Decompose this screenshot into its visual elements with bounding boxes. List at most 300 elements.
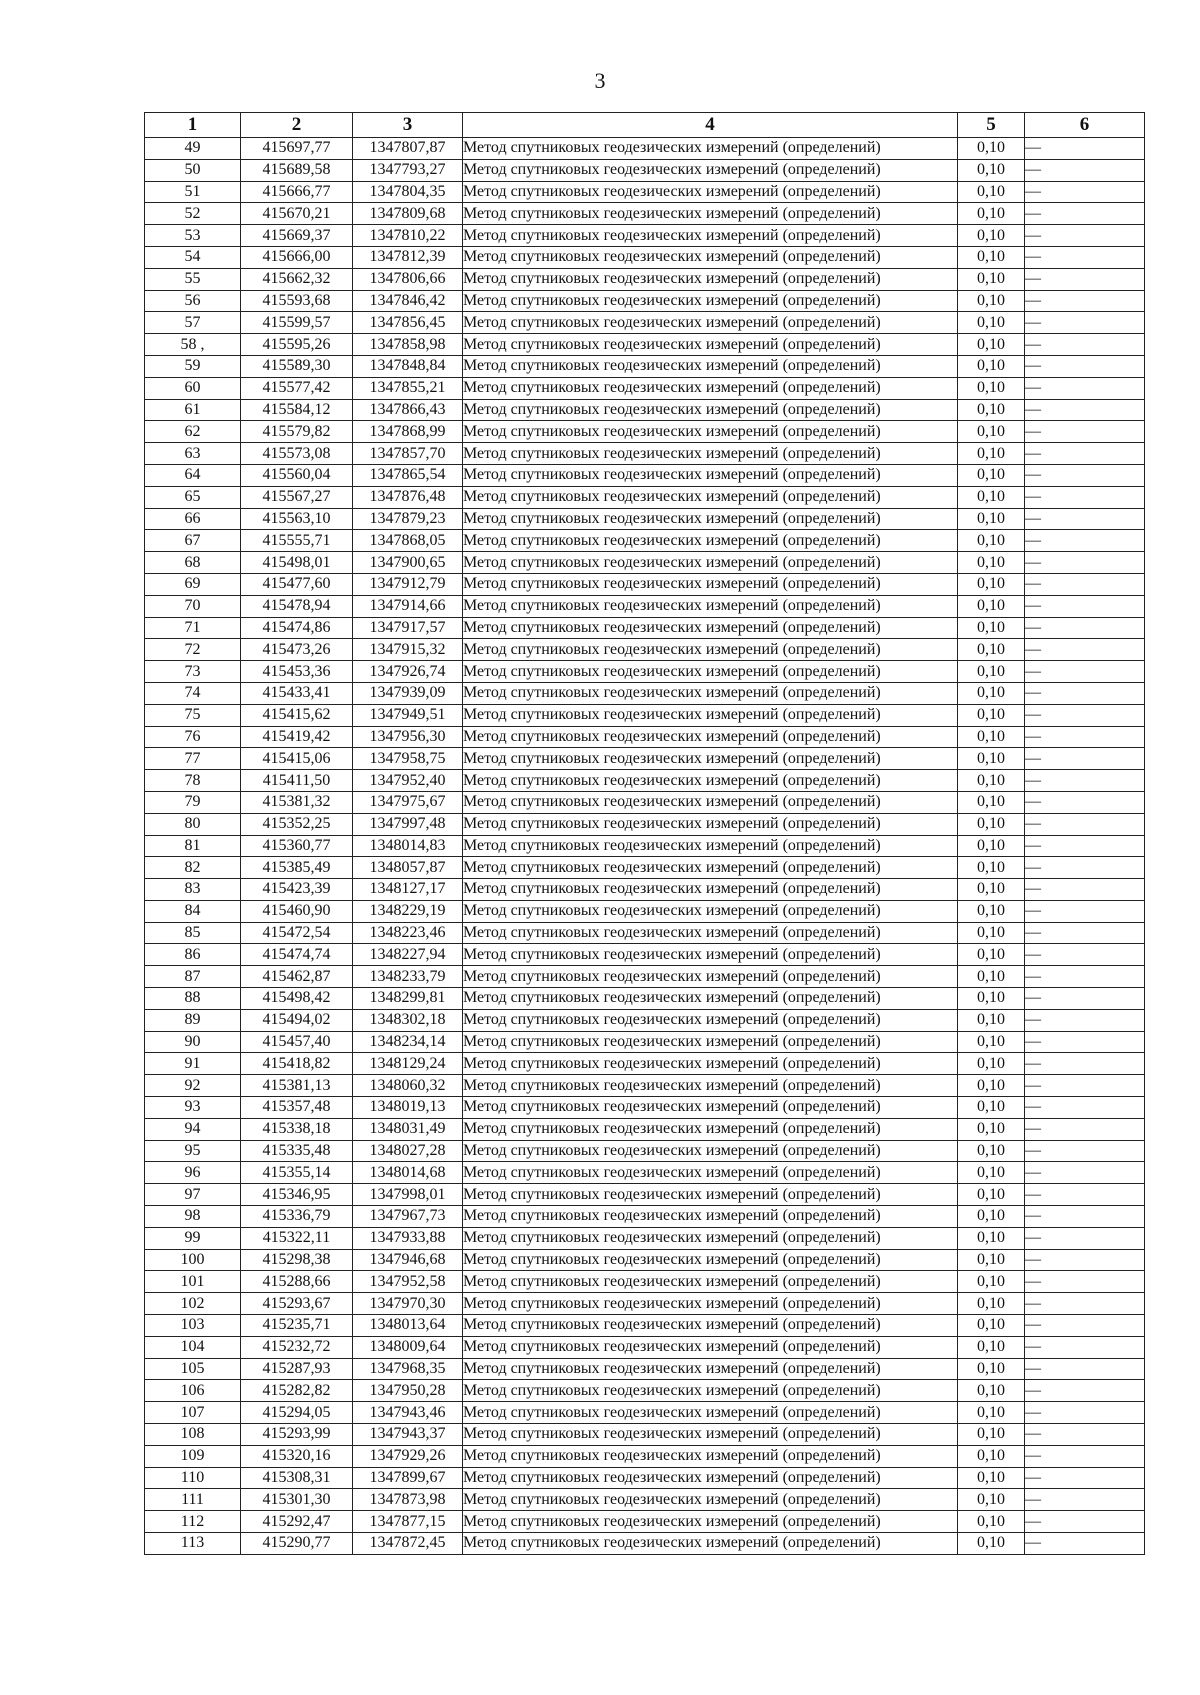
point-number-cell: 50 [145, 159, 241, 181]
y-coordinate-cell: 1348019,13 [353, 1097, 463, 1119]
table-row [145, 159, 1145, 181]
note-cell: — [1025, 203, 1145, 225]
x-coordinate-cell: 415287,93 [241, 1358, 353, 1380]
note-cell: — [1025, 879, 1145, 901]
point-number-cell: 61 [145, 399, 241, 421]
note-cell: — [1025, 268, 1145, 290]
header-col-2: 2 [241, 113, 353, 138]
y-coordinate-cell: 1347879,23 [353, 508, 463, 530]
accuracy-cell: 0,10 [958, 443, 1025, 465]
accuracy-cell: 0,10 [958, 1140, 1025, 1162]
method-cell: Метод спутниковых геодезических измерений (определений) [463, 1075, 958, 1097]
accuracy-cell: 0,10 [958, 879, 1025, 901]
accuracy-cell: 0,10 [958, 944, 1025, 966]
x-coordinate-cell: 415293,67 [241, 1293, 353, 1315]
note-cell: — [1025, 1271, 1145, 1293]
point-number-cell: 68 [145, 552, 241, 574]
accuracy-cell: 0,10 [958, 900, 1025, 922]
table-row [145, 1031, 1145, 1053]
note-cell: — [1025, 791, 1145, 813]
point-number-cell: 53 [145, 225, 241, 247]
method-cell: Метод спутниковых геодезических измерений (определений) [463, 1380, 958, 1402]
note-cell: — [1025, 464, 1145, 486]
x-coordinate-cell: 415298,38 [241, 1249, 353, 1271]
x-coordinate-cell: 415478,94 [241, 595, 353, 617]
x-coordinate-cell: 415346,95 [241, 1184, 353, 1206]
x-coordinate-cell: 415666,00 [241, 246, 353, 268]
x-coordinate-cell: 415453,36 [241, 661, 353, 683]
method-cell: Метод спутниковых геодезических измерений (определений) [463, 268, 958, 290]
note-cell: — [1025, 1358, 1145, 1380]
x-coordinate-cell: 415360,77 [241, 835, 353, 857]
table-row [145, 900, 1145, 922]
x-coordinate-cell: 415584,12 [241, 399, 353, 421]
point-number-cell: 63 [145, 443, 241, 465]
point-number-cell: 78 [145, 770, 241, 792]
note-cell: — [1025, 1075, 1145, 1097]
accuracy-cell: 0,10 [958, 857, 1025, 879]
accuracy-cell: 0,10 [958, 1162, 1025, 1184]
y-coordinate-cell: 1347846,42 [353, 290, 463, 312]
y-coordinate-cell: 1347933,88 [353, 1227, 463, 1249]
x-coordinate-cell: 415498,01 [241, 552, 353, 574]
point-number-cell: 94 [145, 1118, 241, 1140]
x-coordinate-cell: 415235,71 [241, 1315, 353, 1337]
method-cell: Метод спутниковых геодезических измерений (определений) [463, 1140, 958, 1162]
point-number-cell: 91 [145, 1053, 241, 1075]
table-row [145, 1184, 1145, 1206]
table-row [145, 791, 1145, 813]
x-coordinate-cell: 415473,26 [241, 639, 353, 661]
accuracy-cell: 0,10 [958, 1511, 1025, 1533]
note-cell: — [1025, 486, 1145, 508]
note-cell: — [1025, 966, 1145, 988]
table-row [145, 1424, 1145, 1446]
x-coordinate-cell: 415573,08 [241, 443, 353, 465]
y-coordinate-cell: 1348227,94 [353, 944, 463, 966]
method-cell: Метод спутниковых геодезических измерений (определений) [463, 1533, 958, 1555]
accuracy-cell: 0,10 [958, 1445, 1025, 1467]
x-coordinate-cell: 415290,77 [241, 1533, 353, 1555]
table-row [145, 1009, 1145, 1031]
x-coordinate-cell: 415320,16 [241, 1445, 353, 1467]
x-coordinate-cell: 415666,77 [241, 181, 353, 203]
table-row [145, 290, 1145, 312]
note-cell: — [1025, 290, 1145, 312]
y-coordinate-cell: 1347939,09 [353, 682, 463, 704]
point-number-cell: 92 [145, 1075, 241, 1097]
point-number-cell: 104 [145, 1336, 241, 1358]
y-coordinate-cell: 1347876,48 [353, 486, 463, 508]
point-number-cell: 65 [145, 486, 241, 508]
accuracy-cell: 0,10 [958, 595, 1025, 617]
point-number-cell: 111 [145, 1489, 241, 1511]
point-number-cell: 60 [145, 377, 241, 399]
point-number-cell: 84 [145, 900, 241, 922]
y-coordinate-cell: 1347873,98 [353, 1489, 463, 1511]
x-coordinate-cell: 415477,60 [241, 573, 353, 595]
method-cell: Метод спутниковых геодезических измерений (определений) [463, 443, 958, 465]
accuracy-cell: 0,10 [958, 268, 1025, 290]
method-cell: Метод спутниковых геодезических измерений (определений) [463, 486, 958, 508]
x-coordinate-cell: 415560,04 [241, 464, 353, 486]
point-number-cell: 96 [145, 1162, 241, 1184]
accuracy-cell: 0,10 [958, 290, 1025, 312]
point-number-cell: 109 [145, 1445, 241, 1467]
point-number-cell: 89 [145, 1009, 241, 1031]
y-coordinate-cell: 1347917,57 [353, 617, 463, 639]
note-cell: — [1025, 1053, 1145, 1075]
note-cell: — [1025, 573, 1145, 595]
y-coordinate-cell: 1347793,27 [353, 159, 463, 181]
accuracy-cell: 0,10 [958, 1271, 1025, 1293]
method-cell: Метод спутниковых геодезических измерений (определений) [463, 1358, 958, 1380]
y-coordinate-cell: 1347949,51 [353, 704, 463, 726]
point-number-cell: 102 [145, 1293, 241, 1315]
x-coordinate-cell: 415577,42 [241, 377, 353, 399]
x-coordinate-cell: 415697,77 [241, 138, 353, 160]
note-cell: — [1025, 988, 1145, 1010]
x-coordinate-cell: 415593,68 [241, 290, 353, 312]
note-cell: — [1025, 1206, 1145, 1228]
header-col-6: 6 [1025, 113, 1145, 138]
point-number-cell: 88 [145, 988, 241, 1010]
point-number-cell: 87 [145, 966, 241, 988]
x-coordinate-cell: 415385,49 [241, 857, 353, 879]
accuracy-cell: 0,10 [958, 552, 1025, 574]
y-coordinate-cell: 1348060,32 [353, 1075, 463, 1097]
note-cell: — [1025, 138, 1145, 160]
table-row [145, 1380, 1145, 1402]
y-coordinate-cell: 1347926,74 [353, 661, 463, 683]
method-cell: Метод спутниковых геодезических измерений (определений) [463, 1271, 958, 1293]
point-number-cell: 51 [145, 181, 241, 203]
y-coordinate-cell: 1347997,48 [353, 813, 463, 835]
note-cell: — [1025, 1489, 1145, 1511]
method-cell: Метод спутниковых геодезических измерений (определений) [463, 813, 958, 835]
y-coordinate-cell: 1348234,14 [353, 1031, 463, 1053]
method-cell: Метод спутниковых геодезических измерений (определений) [463, 966, 958, 988]
point-number-cell: 49 [145, 138, 241, 160]
method-cell: Метод спутниковых геодезических измерений (определений) [463, 203, 958, 225]
x-coordinate-cell: 415494,02 [241, 1009, 353, 1031]
note-cell: — [1025, 1293, 1145, 1315]
note-cell: — [1025, 334, 1145, 356]
method-cell: Метод спутниковых геодезических измерений (определений) [463, 421, 958, 443]
table-row [145, 1162, 1145, 1184]
y-coordinate-cell: 1347872,45 [353, 1533, 463, 1555]
point-number-cell: 59 [145, 355, 241, 377]
table-row [145, 1118, 1145, 1140]
table-row [145, 1227, 1145, 1249]
table-row [145, 1315, 1145, 1337]
table-row [145, 421, 1145, 443]
method-cell: Метод спутниковых геодезических измерений (определений) [463, 595, 958, 617]
table-row [145, 1206, 1145, 1228]
point-number-cell: 54 [145, 246, 241, 268]
method-cell: Метод спутниковых геодезических измерений (определений) [463, 377, 958, 399]
point-number-cell: 100 [145, 1249, 241, 1271]
y-coordinate-cell: 1348299,81 [353, 988, 463, 1010]
method-cell: Метод спутниковых геодезических измерений (определений) [463, 900, 958, 922]
note-cell: — [1025, 595, 1145, 617]
method-cell: Метод спутниковых геодезических измерений (определений) [463, 1227, 958, 1249]
table-row [145, 1249, 1145, 1271]
note-cell: — [1025, 1336, 1145, 1358]
method-cell: Метод спутниковых геодезических измерений (определений) [463, 1424, 958, 1446]
point-number-cell: 81 [145, 835, 241, 857]
y-coordinate-cell: 1347868,99 [353, 421, 463, 443]
accuracy-cell: 0,10 [958, 1467, 1025, 1489]
method-cell: Метод спутниковых геодезических измерений (определений) [463, 1009, 958, 1031]
note-cell: — [1025, 748, 1145, 770]
accuracy-cell: 0,10 [958, 988, 1025, 1010]
point-number-cell: 97 [145, 1184, 241, 1206]
y-coordinate-cell: 1347848,84 [353, 355, 463, 377]
method-cell: Метод спутниковых геодезических измерений (определений) [463, 1336, 958, 1358]
method-cell: Метод спутниковых геодезических измерений (определений) [463, 988, 958, 1010]
point-number-cell: 95 [145, 1140, 241, 1162]
accuracy-cell: 0,10 [958, 682, 1025, 704]
note-cell: — [1025, 900, 1145, 922]
x-coordinate-cell: 415662,32 [241, 268, 353, 290]
y-coordinate-cell: 1347956,30 [353, 726, 463, 748]
point-number-cell: 80 [145, 813, 241, 835]
x-coordinate-cell: 415433,41 [241, 682, 353, 704]
note-cell: — [1025, 225, 1145, 247]
x-coordinate-cell: 415415,62 [241, 704, 353, 726]
x-coordinate-cell: 415336,79 [241, 1206, 353, 1228]
method-cell: Метод спутниковых геодезических измерений (определений) [463, 552, 958, 574]
x-coordinate-cell: 415563,10 [241, 508, 353, 530]
note-cell: — [1025, 1031, 1145, 1053]
accuracy-cell: 0,10 [958, 1249, 1025, 1271]
y-coordinate-cell: 1347865,54 [353, 464, 463, 486]
y-coordinate-cell: 1347915,32 [353, 639, 463, 661]
note-cell: — [1025, 355, 1145, 377]
note-cell: — [1025, 530, 1145, 552]
table-row [145, 726, 1145, 748]
method-cell: Метод спутниковых геодезических измерений (определений) [463, 1031, 958, 1053]
x-coordinate-cell: 415599,57 [241, 312, 353, 334]
note-cell: — [1025, 246, 1145, 268]
note-cell: — [1025, 770, 1145, 792]
method-cell: Метод спутниковых геодезических измерений (определений) [463, 944, 958, 966]
y-coordinate-cell: 1347868,05 [353, 530, 463, 552]
note-cell: — [1025, 181, 1145, 203]
note-cell: — [1025, 1249, 1145, 1271]
table-row [145, 1511, 1145, 1533]
x-coordinate-cell: 415589,30 [241, 355, 353, 377]
header-col-3: 3 [353, 113, 463, 138]
note-cell: — [1025, 1467, 1145, 1489]
point-number-cell: 98 [145, 1206, 241, 1228]
accuracy-cell: 0,10 [958, 1227, 1025, 1249]
accuracy-cell: 0,10 [958, 399, 1025, 421]
accuracy-cell: 0,10 [958, 573, 1025, 595]
table-row [145, 1358, 1145, 1380]
x-coordinate-cell: 415567,27 [241, 486, 353, 508]
point-number-cell: 83 [145, 879, 241, 901]
y-coordinate-cell: 1347812,39 [353, 246, 463, 268]
point-number-cell: 56 [145, 290, 241, 312]
table-row [145, 879, 1145, 901]
accuracy-cell: 0,10 [958, 203, 1025, 225]
method-cell: Метод спутниковых геодезических измерений (определений) [463, 225, 958, 247]
note-cell: — [1025, 661, 1145, 683]
point-number-cell: 72 [145, 639, 241, 661]
table-row [145, 334, 1145, 356]
accuracy-cell: 0,10 [958, 1533, 1025, 1555]
x-coordinate-cell: 415474,86 [241, 617, 353, 639]
y-coordinate-cell: 1347967,73 [353, 1206, 463, 1228]
x-coordinate-cell: 415293,99 [241, 1424, 353, 1446]
x-coordinate-cell: 415474,74 [241, 944, 353, 966]
point-number-cell: 52 [145, 203, 241, 225]
x-coordinate-cell: 415579,82 [241, 421, 353, 443]
accuracy-cell: 0,10 [958, 1489, 1025, 1511]
accuracy-cell: 0,10 [958, 225, 1025, 247]
table-row [145, 1489, 1145, 1511]
accuracy-cell: 0,10 [958, 1336, 1025, 1358]
table-row [145, 639, 1145, 661]
table-row [145, 246, 1145, 268]
point-number-cell: 75 [145, 704, 241, 726]
accuracy-cell: 0,10 [958, 1184, 1025, 1206]
method-cell: Метод спутниковых геодезических измерений (определений) [463, 639, 958, 661]
accuracy-cell: 0,10 [958, 617, 1025, 639]
method-cell: Метод спутниковых геодезических измерений (определений) [463, 464, 958, 486]
table-row [145, 464, 1145, 486]
accuracy-cell: 0,10 [958, 1118, 1025, 1140]
note-cell: — [1025, 312, 1145, 334]
y-coordinate-cell: 1348031,49 [353, 1118, 463, 1140]
table-row [145, 682, 1145, 704]
y-coordinate-cell: 1347807,87 [353, 138, 463, 160]
y-coordinate-cell: 1347950,28 [353, 1380, 463, 1402]
y-coordinate-cell: 1347804,35 [353, 181, 463, 203]
table-row [145, 530, 1145, 552]
method-cell: Метод спутниковых геодезических измерений (определений) [463, 1249, 958, 1271]
method-cell: Метод спутниковых геодезических измерений (определений) [463, 1445, 958, 1467]
x-coordinate-cell: 415423,39 [241, 879, 353, 901]
point-number-cell: 90 [145, 1031, 241, 1053]
accuracy-cell: 0,10 [958, 421, 1025, 443]
accuracy-cell: 0,10 [958, 334, 1025, 356]
note-cell: — [1025, 159, 1145, 181]
table-row [145, 138, 1145, 160]
y-coordinate-cell: 1347809,68 [353, 203, 463, 225]
x-coordinate-cell: 415338,18 [241, 1118, 353, 1140]
method-cell: Метод спутниковых геодезических измерений (определений) [463, 1293, 958, 1315]
note-cell: — [1025, 944, 1145, 966]
x-coordinate-cell: 415669,37 [241, 225, 353, 247]
note-cell: — [1025, 704, 1145, 726]
x-coordinate-cell: 415355,14 [241, 1162, 353, 1184]
note-cell: — [1025, 1402, 1145, 1424]
table-row [145, 1140, 1145, 1162]
point-number-cell: 112 [145, 1511, 241, 1533]
accuracy-cell: 0,10 [958, 355, 1025, 377]
point-number-cell: 66 [145, 508, 241, 530]
table-row [145, 813, 1145, 835]
method-cell: Метод спутниковых геодезических измерений (определений) [463, 1511, 958, 1533]
x-coordinate-cell: 415294,05 [241, 1402, 353, 1424]
point-number-cell: 82 [145, 857, 241, 879]
note-cell: — [1025, 1140, 1145, 1162]
x-coordinate-cell: 415670,21 [241, 203, 353, 225]
point-number-cell: 86 [145, 944, 241, 966]
accuracy-cell: 0,10 [958, 726, 1025, 748]
point-number-cell: 76 [145, 726, 241, 748]
y-coordinate-cell: 1347899,67 [353, 1467, 463, 1489]
x-coordinate-cell: 415595,26 [241, 334, 353, 356]
table-row [145, 1271, 1145, 1293]
note-cell: — [1025, 835, 1145, 857]
table-row [145, 486, 1145, 508]
method-cell: Метод спутниковых геодезических измерений (определений) [463, 704, 958, 726]
method-cell: Метод спутниковых геодезических измерений (определений) [463, 159, 958, 181]
note-cell: — [1025, 1533, 1145, 1555]
note-cell: — [1025, 1118, 1145, 1140]
y-coordinate-cell: 1348014,83 [353, 835, 463, 857]
note-cell: — [1025, 1227, 1145, 1249]
header-col-5: 5 [958, 113, 1025, 138]
point-number-cell: 110 [145, 1467, 241, 1489]
accuracy-cell: 0,10 [958, 1380, 1025, 1402]
table-row [145, 1336, 1145, 1358]
x-coordinate-cell: 415457,40 [241, 1031, 353, 1053]
y-coordinate-cell: 1347958,75 [353, 748, 463, 770]
method-cell: Метод спутниковых геодезических измерений (определений) [463, 1206, 958, 1228]
method-cell: Метод спутниковых геодезических измерений (определений) [463, 290, 958, 312]
method-cell: Метод спутниковых геодезических измерений (определений) [463, 922, 958, 944]
y-coordinate-cell: 1347998,01 [353, 1184, 463, 1206]
accuracy-cell: 0,10 [958, 1097, 1025, 1119]
table-row [145, 181, 1145, 203]
accuracy-cell: 0,10 [958, 159, 1025, 181]
point-number-cell: 71 [145, 617, 241, 639]
y-coordinate-cell: 1347877,15 [353, 1511, 463, 1533]
accuracy-cell: 0,10 [958, 530, 1025, 552]
accuracy-cell: 0,10 [958, 377, 1025, 399]
x-coordinate-cell: 415462,87 [241, 966, 353, 988]
y-coordinate-cell: 1347929,26 [353, 1445, 463, 1467]
x-coordinate-cell: 415689,58 [241, 159, 353, 181]
y-coordinate-cell: 1347914,66 [353, 595, 463, 617]
x-coordinate-cell: 415381,13 [241, 1075, 353, 1097]
point-number-cell: 106 [145, 1380, 241, 1402]
method-cell: Метод спутниковых геодезических измерений (определений) [463, 1097, 958, 1119]
method-cell: Метод спутниковых геодезических измерений (определений) [463, 1118, 958, 1140]
point-number-cell: 103 [145, 1315, 241, 1337]
method-cell: Метод спутниковых геодезических измерений (определений) [463, 835, 958, 857]
point-number-cell: 57 [145, 312, 241, 334]
x-coordinate-cell: 415301,30 [241, 1489, 353, 1511]
header-col-4: 4 [463, 113, 958, 138]
note-cell: — [1025, 639, 1145, 661]
y-coordinate-cell: 1347970,30 [353, 1293, 463, 1315]
method-cell: Метод спутниковых геодезических измерений (определений) [463, 1467, 958, 1489]
y-coordinate-cell: 1347952,58 [353, 1271, 463, 1293]
accuracy-cell: 0,10 [958, 1315, 1025, 1337]
table-row [145, 312, 1145, 334]
note-cell: — [1025, 922, 1145, 944]
x-coordinate-cell: 415288,66 [241, 1271, 353, 1293]
accuracy-cell: 0,10 [958, 464, 1025, 486]
method-cell: Метод спутниковых геодезических измерений (определений) [463, 1162, 958, 1184]
table-row [145, 1053, 1145, 1075]
